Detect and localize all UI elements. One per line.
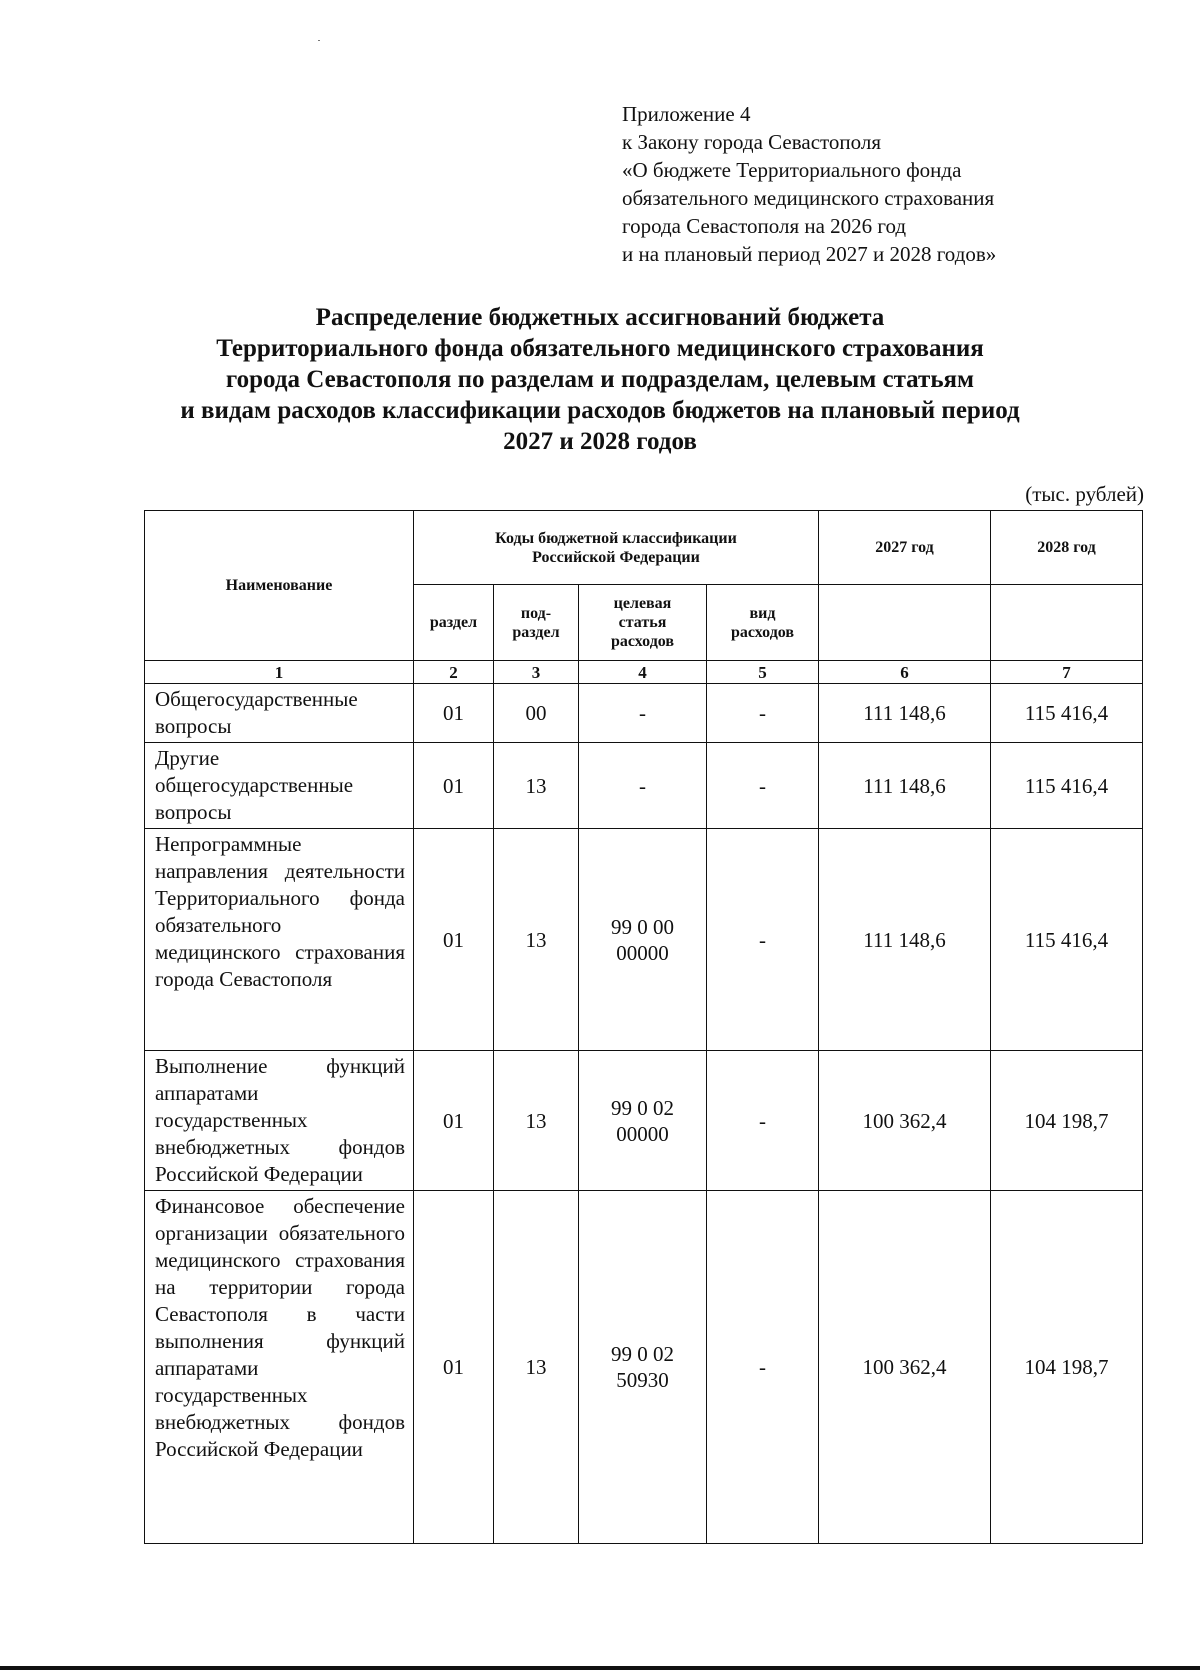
column-number: 6 xyxy=(819,661,991,684)
row-expense-type: - xyxy=(707,829,819,1051)
appendix-line: к Закону города Севастополя xyxy=(622,130,882,154)
header-section: раздел xyxy=(414,585,494,661)
row-name: Общегосударственные вопросы xyxy=(145,684,414,743)
row-target-article: 99 0 02 00000 xyxy=(579,1051,707,1191)
column-number: 3 xyxy=(494,661,579,684)
header-name: Наименование xyxy=(145,511,414,661)
column-number: 7 xyxy=(991,661,1143,684)
header-blank xyxy=(991,585,1143,661)
appendix-line: и на плановый период 2027 и 2028 годов» xyxy=(622,242,997,266)
row-section: 01 xyxy=(414,684,494,743)
row-expense-type: - xyxy=(707,743,819,829)
row-2028-value: 115 416,4 xyxy=(991,684,1143,743)
table-row xyxy=(145,829,1143,1051)
row-2027-value: 100 362,4 xyxy=(819,1191,991,1544)
row-section: 01 xyxy=(414,829,494,1051)
row-target-article: 99 0 02 50930 xyxy=(579,1191,707,1544)
units-label: (тыс. рублей) xyxy=(1025,482,1144,506)
header-codes-group: Коды бюджетной классификации Российской Федерации xyxy=(414,511,819,585)
row-target-article: 99 0 00 00000 xyxy=(579,829,707,1051)
row-2028-value: 104 198,7 xyxy=(991,1191,1143,1544)
appendix-reference xyxy=(622,100,996,268)
row-2027-value: 111 148,6 xyxy=(819,743,991,829)
column-number: 5 xyxy=(707,661,819,684)
row-2028-value: 115 416,4 xyxy=(991,829,1143,1051)
row-section: 01 xyxy=(414,1191,494,1544)
row-expense-type: - xyxy=(707,684,819,743)
title-line: 2027 и 2028 годов xyxy=(503,428,697,455)
appendix-line: обязательного медицинского страхования xyxy=(622,186,995,210)
document-title xyxy=(100,302,1100,457)
row-2028-value: 115 416,4 xyxy=(991,743,1143,829)
column-number: 1 xyxy=(145,661,414,684)
title-line: Территориального фонда обязательного медицинского страхования xyxy=(216,335,984,362)
appendix-line: «О бюджете Территориального фонда xyxy=(622,158,962,182)
column-number: 2 xyxy=(414,661,494,684)
appendix-line: города Севастополя на 2026 год xyxy=(622,214,907,238)
header-expense-type: вид расходов xyxy=(707,585,819,661)
table-row xyxy=(145,684,1143,743)
row-section: 01 xyxy=(414,743,494,829)
appendix-line: Приложение 4 xyxy=(622,102,751,126)
row-name: Выполнение функций аппаратами государственных внебюджетных фондов Российской Федерации xyxy=(145,1051,414,1191)
header-subsection: под-раздел xyxy=(494,585,579,661)
row-name: Финансовое обеспечение организации обязательного медицинского страхования на территории города Севастополя в части выполнения функций аппаратами государственных внебюджетных фондов Российской Федерации xyxy=(145,1191,414,1544)
row-section: 01 xyxy=(414,1051,494,1191)
row-2028-value: 104 198,7 xyxy=(991,1051,1143,1191)
title-line: и видам расходов классификации расходов бюджетов на плановый период xyxy=(180,397,1020,424)
header-target-article: целевая статья расходов xyxy=(579,585,707,661)
table-row xyxy=(145,1191,1143,1544)
row-2027-value: 111 148,6 xyxy=(819,829,991,1051)
scan-speck xyxy=(318,40,320,41)
row-name: Другие общегосударственные вопросы xyxy=(145,743,414,829)
row-expense-type: - xyxy=(707,1051,819,1191)
column-number: 4 xyxy=(579,661,707,684)
row-subsection: 13 xyxy=(494,743,579,829)
scan-edge-line xyxy=(0,1666,1200,1670)
budget-table xyxy=(144,510,1143,1544)
row-target-article: - xyxy=(579,743,707,829)
row-target-article: - xyxy=(579,684,707,743)
row-subsection: 13 xyxy=(494,1051,579,1191)
header-year-2028: 2028 год xyxy=(991,511,1143,585)
header-blank xyxy=(819,585,991,661)
title-line: города Севастополя по разделам и подразделам, целевым статьям xyxy=(225,366,975,393)
header-year-2027: 2027 год xyxy=(819,511,991,585)
row-subsection: 13 xyxy=(494,1191,579,1544)
row-expense-type: - xyxy=(707,1191,819,1544)
table-row xyxy=(145,743,1143,829)
row-2027-value: 111 148,6 xyxy=(819,684,991,743)
row-2027-value: 100 362,4 xyxy=(819,1051,991,1191)
row-subsection: 00 xyxy=(494,684,579,743)
row-name: Непрограммные направления деятельности Территориального фонда обязательного медицинского страхования города Севастополя xyxy=(145,829,414,1051)
row-subsection: 13 xyxy=(494,829,579,1051)
table-row xyxy=(145,1051,1143,1191)
title-line: Распределение бюджетных ассигнований бюджета xyxy=(315,304,885,331)
